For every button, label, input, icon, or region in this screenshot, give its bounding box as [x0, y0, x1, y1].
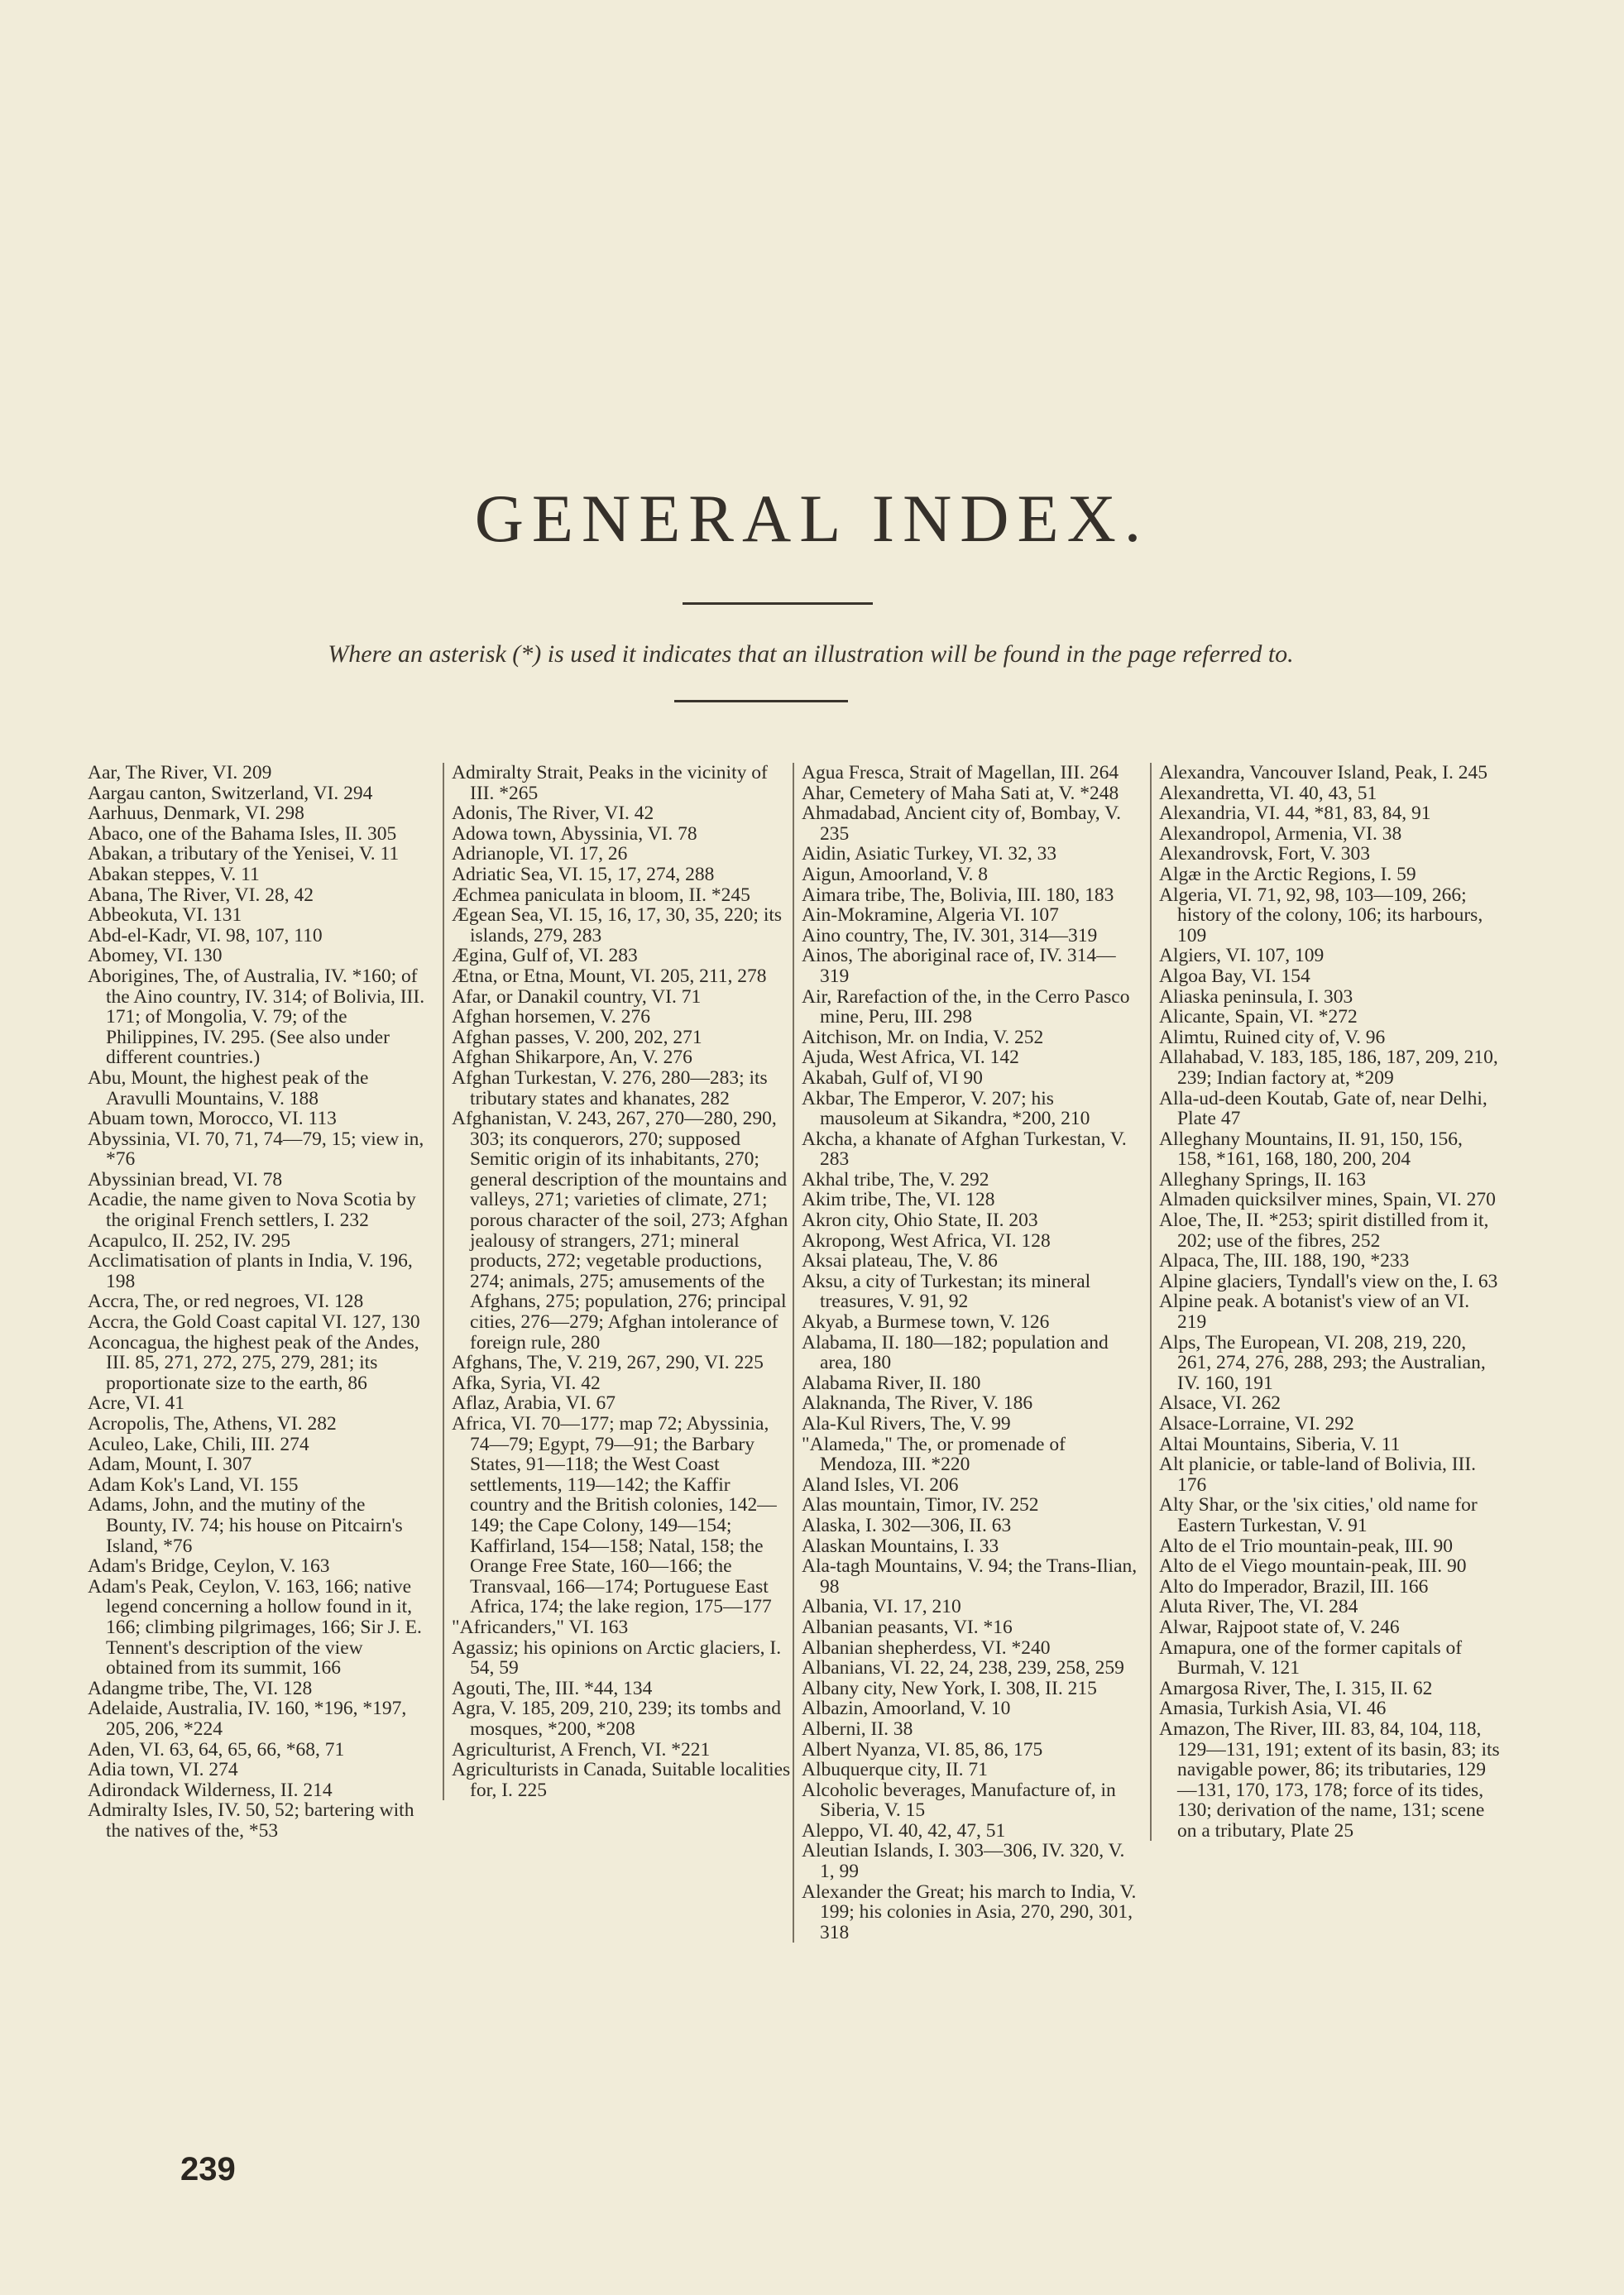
index-entry: Ala-tagh Mountains, V. 94; the Trans-Ilian, 98	[802, 1555, 1138, 1598]
index-entry: Aland Isles, VI. 206	[802, 1473, 959, 1496]
index-entry: Alexandra, Vancouver Island, Peak, I. 245	[1159, 762, 1487, 783]
index-entry: Aflaz, Arabia, VI. 67	[452, 1392, 616, 1415]
index-entry: Alabama River, II. 180	[802, 1372, 981, 1394]
index-entry: Acre, VI. 41	[88, 1392, 185, 1415]
index-entry: Akbar, The Emperor, V. 207; his mausoleum at Sikandra, *200, 210	[802, 1087, 1090, 1130]
index-entry: Afghans, The, V. 219, 267, 290, VI. 225	[452, 1352, 764, 1374]
index-entry: Aculeo, Lake, Chili, III. 274	[88, 1433, 309, 1455]
index-entry: Adriatic Sea, VI. 15, 17, 274, 288	[452, 863, 715, 885]
index-entry: Adia town, VI. 274	[88, 1759, 238, 1781]
index-entry: Alexander the Great; his march to India, V. 199; his colonies in Asia, 270, 290, 301, 318	[802, 1881, 1137, 1943]
index-entry: Albany city, New York, I. 308, II. 215	[802, 1677, 1097, 1699]
index-entry: Air, Rarefaction of the, in the Cerro Pasco mine, Peru, III. 298	[802, 985, 1130, 1028]
index-entry: Albanian peasants, VI. *16	[802, 1616, 1013, 1638]
index-entry: Alicante, Spain, VI. *272	[1159, 1006, 1358, 1028]
index-entry: Alpine glaciers, Tyndall's view on the, I. 63	[1159, 1270, 1498, 1292]
index-entry: Adam's Bridge, Ceylon, V. 163	[88, 1555, 330, 1578]
index-entry: Aloe, The, II. *253; spirit distilled from it, 202; use of the fibres, 252	[1159, 1210, 1489, 1252]
index-entry: Alas mountain, Timor, IV. 252	[802, 1494, 1039, 1516]
index-entry: Aimara tribe, The, Bolivia, III. 180, 183	[802, 884, 1114, 906]
index-entry: Allahabad, V. 183, 185, 186, 187, 209, 210, 239; Indian factory at, *209	[1159, 1047, 1498, 1089]
index-entry: Agua Fresca, Strait of Magellan, III. 264	[802, 762, 1119, 783]
index-entry: Aarhuus, Denmark, VI. 298	[88, 803, 304, 825]
index-entry: Adrianople, VI. 17, 26	[452, 843, 628, 865]
index-entry: Alberni, II. 38	[802, 1718, 913, 1740]
index-entry: Agriculturist, A French, VI. *221	[452, 1738, 711, 1761]
index-entry: Akron city, Ohio State, II. 203	[802, 1210, 1038, 1232]
index-entry: Alexandrovsk, Fort, V. 303	[1159, 843, 1371, 865]
index-entry: Alpaca, The, III. 188, 190, *233	[1159, 1250, 1410, 1272]
index-entry: Adam's Peak, Ceylon, V. 163, 166; native legend concerning a hollow found in it, 166; climbing pilgrimages, 166; Sir J. E. Tennent's description of the view obtained from its summit, 166	[88, 1575, 422, 1679]
index-entry: Aborigines, The, of Australia, IV. *160; of the Aino country, IV. 314; of Bolivia, III. 171; of Mongolia, V. 79; of the Philippines, IV. 295. (See also under different countries.)	[88, 965, 425, 1069]
index-entry: Adam, Mount, I. 307	[88, 1454, 252, 1476]
index-entry: Alpine peak. A botanist's view of an VI. 219	[1159, 1291, 1470, 1334]
index-entry: Algiers, VI. 107, 109	[1159, 945, 1325, 967]
index-entry: Algæ in the Arctic Regions, I. 59	[1159, 863, 1416, 885]
index-entry: Abd-el-Kadr, VI. 98, 107, 110	[88, 924, 323, 946]
index-entry: Agriculturists in Canada, Suitable localities for, I. 225	[452, 1759, 791, 1801]
index-entry: Abyssinia, VI. 70, 71, 74—79, 15; view in, *76	[88, 1128, 424, 1171]
index-entry: Albanians, VI. 22, 24, 238, 239, 258, 259	[802, 1657, 1124, 1679]
index-entry: Æchmea paniculata in bloom, II. *245	[452, 884, 750, 906]
index-column-3	[793, 763, 1143, 1943]
index-entry: Amargosa River, The, I. 315, II. 62	[1159, 1677, 1433, 1699]
index-entry: Aino country, The, IV. 301, 314—319	[802, 924, 1098, 946]
index-entry: Aleutian Islands, I. 303—306, IV. 320, V. 1, 99	[802, 1840, 1125, 1883]
index-entry: Abana, The River, VI. 28, 42	[88, 884, 314, 906]
page-number: 239	[180, 2151, 236, 2187]
index-entry: Alimtu, Ruined city of, V. 96	[1159, 1026, 1386, 1048]
index-entry: Akim tribe, The, VI. 128	[802, 1189, 995, 1211]
index-entry: Accra, the Gold Coast capital VI. 127, 130	[88, 1311, 420, 1334]
index-entry: Altai Mountains, Siberia, V. 11	[1159, 1433, 1401, 1455]
index-entry: Aconcagua, the highest peak of the Andes, III. 85, 271, 272, 275, 279, 281; its proportionate size to the earth, 86	[88, 1331, 419, 1394]
index-entry: Abomey, VI. 130	[88, 945, 223, 967]
index-entry: Admiralty Isles, IV. 50, 52; bartering with the natives of the, *53	[88, 1799, 414, 1842]
index-column-1	[88, 763, 429, 1841]
index-entry: Admiralty Strait, Peaks in the vicinity of III. *265	[452, 762, 768, 804]
index-entry: Ægina, Gulf of, VI. 283	[452, 945, 638, 967]
index-entry: Adirondack Wilderness, II. 214	[88, 1779, 333, 1801]
index-column-4	[1150, 763, 1500, 1841]
index-entry: Afar, or Danakil country, VI. 71	[452, 985, 702, 1008]
index-entry: Aksai plateau, The, V. 86	[802, 1250, 998, 1272]
index-entry: Ain-Mokramine, Algeria VI. 107	[802, 904, 1059, 927]
index-entry: Agouti, The, III. *44, 134	[452, 1677, 653, 1699]
index-entry: Ætna, or Etna, Mount, VI. 205, 211, 278	[452, 965, 767, 987]
index-entry: Afghan horsemen, V. 276	[452, 1006, 650, 1028]
index-entry: Alps, The European, VI. 208, 219, 220, 261, 274, 276, 288, 293; the Australian, IV. 160, 191	[1159, 1331, 1486, 1394]
index-entry: Agassiz; his opinions on Arctic glaciers, I. 54, 59	[452, 1636, 782, 1679]
title-rule-top	[683, 602, 873, 605]
index-entry: Amapura, one of the former capitals of Burmah, V. 121	[1159, 1636, 1463, 1679]
index-entry: Abakan steppes, V. 11	[88, 863, 260, 885]
index-entry: Adam Kok's Land, VI. 155	[88, 1473, 299, 1496]
index-entry: Akhal tribe, The, V. 292	[802, 1168, 989, 1191]
index-entry: Alwar, Rajpoot state of, V. 246	[1159, 1616, 1400, 1638]
index-entry: Adowa town, Abyssinia, VI. 78	[452, 822, 697, 845]
index-entry: Africa, VI. 70—177; map 72; Abyssinia, 74—79; Egypt, 79—91; the Barbary States, 91—118; the West Coast settlements, 119—142; the Kaffir country and the British colonies, 142—149; the Cape Colony, 149—154; Kaffirland, 154—158; Natal, 158; the Orange Free State, 160—166; the Transvaal, 166—174; Portuguese East Africa, 174; the lake region, 175—177	[452, 1413, 777, 1618]
index-entry: Aden, VI. 63, 64, 65, 66, *68, 71	[88, 1738, 345, 1761]
index-entry: Abu, Mount, the highest peak of the Aravulli Mountains, V. 188	[88, 1066, 369, 1109]
index-entry: Adelaide, Australia, IV. 160, *196, *197, 205, 206, *224	[88, 1698, 407, 1740]
index-entry: "Alameda," The, or promenade of Mendoza, III. *220	[802, 1433, 1066, 1476]
index-entry: Aargau canton, Switzerland, VI. 294	[88, 782, 373, 804]
index-entry: Alaskan Mountains, I. 33	[802, 1535, 999, 1557]
index-entry: Alsace, VI. 262	[1159, 1392, 1281, 1415]
index-entry: Abaco, one of the Bahama Isles, II. 305	[88, 822, 397, 845]
index-entry: Ala-Kul Rivers, The, V. 99	[802, 1413, 1011, 1435]
index-entry: Ajuda, West Africa, VI. 142	[802, 1047, 1019, 1069]
index-entry: Acropolis, The, Athens, VI. 282	[88, 1413, 337, 1435]
index-entry: Aliaska peninsula, I. 303	[1159, 985, 1353, 1008]
index-entry: Alexandretta, VI. 40, 43, 51	[1159, 782, 1377, 804]
index-entry: Alaska, I. 302—306, II. 63	[802, 1514, 1012, 1536]
index-entry: Adangme tribe, The, VI. 128	[88, 1677, 313, 1699]
index-entry: Akcha, a khanate of Afghan Turkestan, V. 283	[802, 1128, 1127, 1171]
index-entry: Acapulco, II. 252, IV. 295	[88, 1229, 290, 1252]
index-entry: Adams, John, and the mutiny of the Bounty, IV. 74; his house on Pitcairn's Island, *76	[88, 1494, 403, 1557]
page-title: GENERAL INDEX.	[474, 481, 1150, 556]
index-entry: Amazon, The River, III. 83, 84, 104, 118, 129—131, 191; extent of its basin, 83; its navigable power, 86; its tributaries, 129—131, 170, 173, 178; force of its tides, 130; derivation of the name, 131; scene on a tributary, Plate 25	[1159, 1718, 1500, 1842]
index-entry: Albert Nyanza, VI. 85, 86, 175	[802, 1738, 1043, 1761]
index-entry: Alt planicie, or table-land of Bolivia, III. 176	[1159, 1454, 1477, 1496]
index-entry: Akyab, a Burmese town, V. 126	[802, 1311, 1050, 1334]
index-entry: Alleghany Mountains, II. 91, 150, 156, 158, *161, 168, 180, 200, 204	[1159, 1128, 1463, 1171]
index-entry: "Africanders," VI. 163	[452, 1616, 629, 1638]
index-entry: Aleppo, VI. 40, 42, 47, 51	[802, 1819, 1006, 1842]
index-entry: Aitchison, Mr. on India, V. 252	[802, 1026, 1044, 1048]
index-entry: Aigun, Amoorland, V. 8	[802, 863, 989, 885]
index-entry: Alexandria, VI. 44, *81, 83, 84, 91	[1159, 803, 1431, 825]
index-entry: Abyssinian bread, VI. 78	[88, 1168, 283, 1191]
index-entry: Adonis, The River, VI. 42	[452, 803, 654, 825]
index-entry: Alexandropol, Armenia, VI. 38	[1159, 822, 1402, 845]
index-entry: Aidin, Asiatic Turkey, VI. 32, 33	[802, 843, 1057, 865]
index-entry: Akabah, Gulf of, VI 90	[802, 1066, 983, 1089]
index-entry: Alleghany Springs, II. 163	[1159, 1168, 1366, 1191]
index-entry: Agra, V. 185, 209, 210, 239; its tombs and mosques, *200, *208	[452, 1698, 781, 1740]
index-entry: Acadie, the name given to Nova Scotia by the original French settlers, I. 232	[88, 1189, 416, 1232]
index-entry: Akropong, West Africa, VI. 128	[802, 1229, 1051, 1252]
index-entry: Ægean Sea, VI. 15, 16, 17, 30, 35, 220; its islands, 279, 283	[452, 904, 783, 946]
index-entry: Acclimatisation of plants in India, V. 196, 198	[88, 1250, 413, 1292]
index-entry: Algeria, VI. 71, 92, 98, 103—109, 266; history of the colony, 106; its harbours, 109	[1159, 884, 1483, 946]
index-entry: Abuam town, Morocco, VI. 113	[88, 1108, 337, 1130]
index-entry: Alto do Imperador, Brazil, III. 166	[1159, 1575, 1429, 1598]
index-entry: Aar, The River, VI. 209	[88, 762, 272, 783]
index-entry: Albanian shepherdess, VI. *240	[802, 1636, 1051, 1659]
index-entry: Alla-ud-deen Koutab, Gate of, near Delhi, Plate 47	[1159, 1087, 1487, 1130]
index-entry: Afghan Shikarpore, An, V. 276	[452, 1047, 692, 1069]
index-entry: Alabama, II. 180—182; population and area, 180	[802, 1331, 1109, 1374]
index-entry: Aksu, a city of Turkestan; its mineral treasures, V. 91, 92	[802, 1270, 1091, 1313]
index-entry: Afghanistan, V. 243, 267, 270—280, 290, 303; its conquerors, 270; supposed Semitic origin of its inhabitants, 270; general description of the mountains and valleys, 271; varieties of climate, 271; porous character of the soil, 273; Afghan jealousy of strangers, 271; mineral products, 272; vegetable productions, 274; animals, 275; amusements of the Afghans, 275; population, 276; principal cities, 276—279; Afghan intolerance of foreign rule, 280	[452, 1108, 788, 1354]
index-entry: Albania, VI. 17, 210	[802, 1596, 961, 1618]
index-entry: Ahmadabad, Ancient city of, Bombay, V. 235	[802, 803, 1121, 845]
index-entry: Albuquerque city, II. 71	[802, 1759, 988, 1781]
index-entry: Alaknanda, The River, V. 186	[802, 1392, 1033, 1415]
index-entry: Afghan passes, V. 200, 202, 271	[452, 1026, 702, 1048]
index-entry: Abakan, a tributary of the Yenisei, V. 11	[88, 843, 400, 865]
index-entry: Alto de el Viego mountain-peak, III. 90	[1159, 1555, 1467, 1578]
index-entry: Aluta River, The, VI. 284	[1159, 1596, 1358, 1618]
index-entry: Alto de el Trio mountain-peak, III. 90	[1159, 1535, 1454, 1557]
index-entry: Afghan Turkestan, V. 276, 280—283; its tributary states and khanates, 282	[452, 1066, 768, 1109]
index-entry: Afka, Syria, VI. 42	[452, 1372, 601, 1394]
index-entry: Albazin, Amoorland, V. 10	[802, 1698, 1011, 1720]
index-column-2	[443, 763, 793, 1800]
index-entry: Accra, The, or red negroes, VI. 128	[88, 1291, 364, 1313]
index-entry: Algoa Bay, VI. 154	[1159, 965, 1310, 987]
index-entry: Almaden quicksilver mines, Spain, VI. 270	[1159, 1189, 1496, 1211]
index-entry: Alcoholic beverages, Manufacture of, in Siberia, V. 15	[802, 1779, 1116, 1822]
index-entry: Amasia, Turkish Asia, VI. 46	[1159, 1698, 1387, 1720]
index-entry: Alsace-Lorraine, VI. 292	[1159, 1413, 1354, 1435]
index-entry: Alty Shar, or the 'six cities,' old name for Eastern Turkestan, V. 91	[1159, 1494, 1478, 1536]
title-rule-bottom	[674, 700, 848, 702]
index-entry: Ainos, The aboriginal race of, IV. 314—319	[802, 945, 1116, 987]
index-entry: Ahar, Cemetery of Maha Sati at, V. *248	[802, 782, 1119, 804]
index-entry: Abbeokuta, VI. 131	[88, 904, 242, 927]
asterisk-note: Where an asterisk (*) is used it indicates that an illustration will be found in the page referred to.	[328, 640, 1294, 668]
